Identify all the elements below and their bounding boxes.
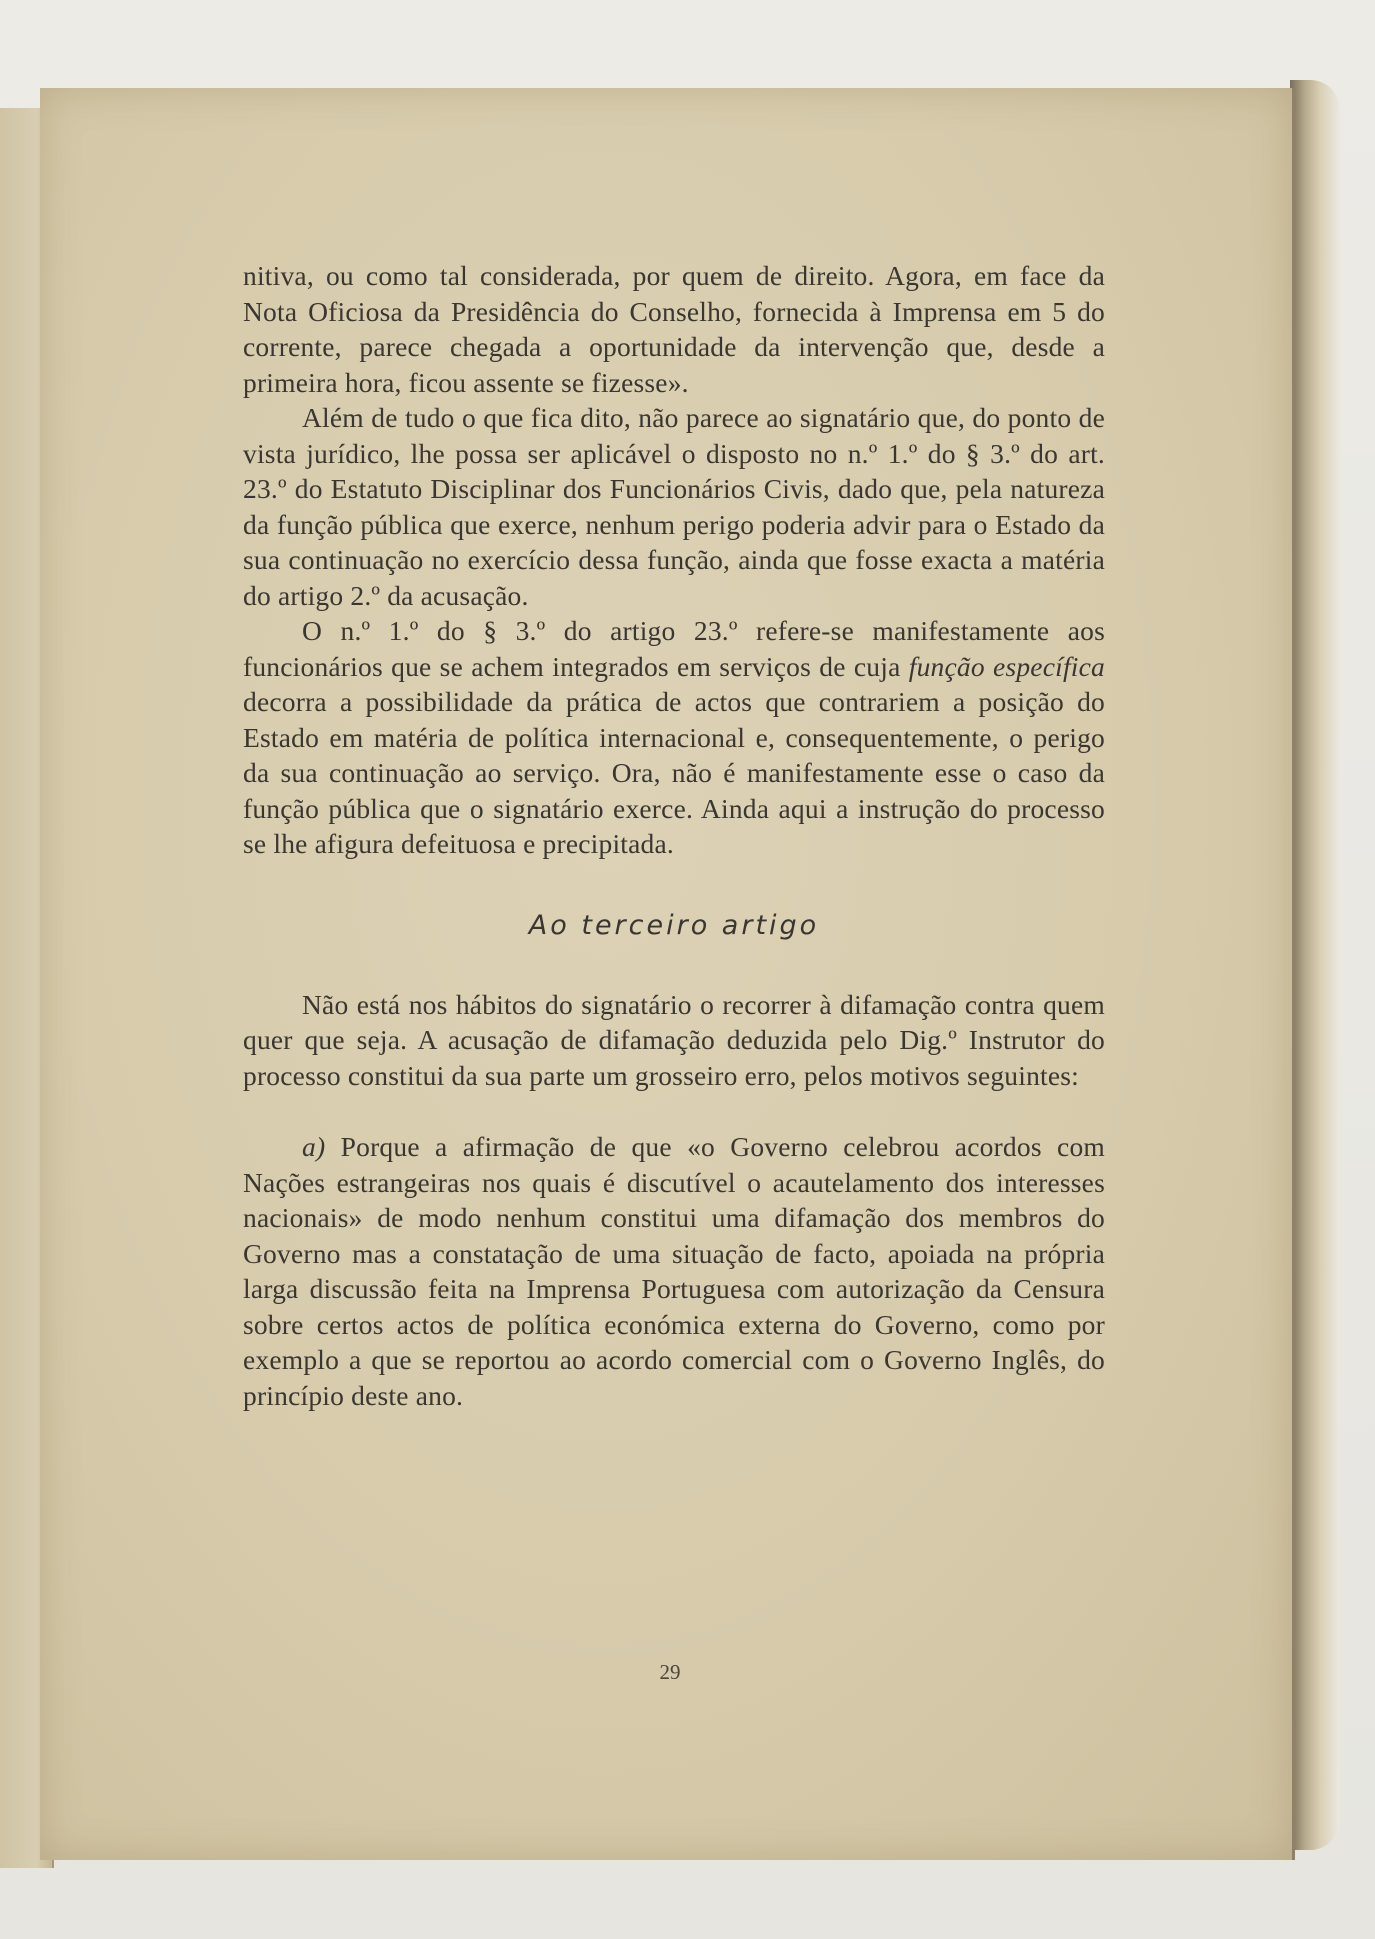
paragraph-2: Além de tudo o que fica dito, não parece ao signatário que, do ponto de vista jurídico, lhe possa ser aplicável o disposto no n.º 1.º do § 3.º do art. 23.º do Estatuto Disciplinar dos Funcionários Civis, dado que, pela natureza da função pública que exerce, nenhum perigo poderia advir para o Estado da sua continuação no exercício dessa função, ainda que fosse exacta a matéria do artigo 2.º da acusação. <box>243 402 1105 611</box>
paragraph-gap <box>243 1093 1105 1129</box>
paragraph-5 <box>243 1129 1105 1413</box>
paragraph-3-text-start: O n.º 1.º do § 3.º do artigo 23.º refere-se manifestamente aos funcionários que se achem integrados em serviços de cuja <box>243 615 1105 682</box>
paragraph-4: Não está nos hábitos do signatário o recorrer à difamação contra quem quer que seja. A acusação de difamação deduzida pelo Dig.º Instrutor do processo constitui da sua parte um grosseiro erro, pelos motivos seguintes: <box>243 988 1105 1091</box>
page-edge-shadow <box>1290 80 1340 1850</box>
section-heading: Ao terceiro artigo <box>528 909 820 941</box>
paragraph-1: nitiva, ou como tal considerada, por quem de direito. Agora, em face da Nota Oficiosa da Presidência do Conselho, fornecida à Imprensa em 5 do corrente, parece chegada a oportunidade da intervenção que, desde a primeira hora, ficou assente se fizesse». <box>243 260 1105 398</box>
page-number: 29 <box>659 1660 681 1684</box>
list-item-label: a) <box>302 1131 326 1162</box>
paragraph-3-italic-phrase: função específica <box>908 650 1105 682</box>
paragraph-3 <box>243 613 1105 862</box>
page-text <box>243 258 1105 1413</box>
paragraph-3-text-end: decorra a possibilidade da prática de actos que contrariem a posição do Estado em matéria de política internacional e, consequentemente, o perigo da sua continuação ao serviço. Ora, não é manifestamente esse o caso da função pública que o signatário exerce. Ainda aqui a instrução do processo se lhe afigura defeituosa e precipitada. <box>243 686 1105 859</box>
list-item-text: Porque a afirmação de que «o Governo celebrou acordos com Nações estrangeiras nos quais é discutível o acautelamento dos interesses nacionais» de modo nenhum constitui uma difamação dos membros do Governo mas a constatação de uma situação de facto, apoiada na própria larga discussão feita na Imprensa Portuguesa com autorização da Censura sobre certos actos de política económica externa do Governo, como por exemplo a que se reportou ao acordo comercial com o Governo Inglês, do princípio deste ano. <box>243 1131 1105 1411</box>
